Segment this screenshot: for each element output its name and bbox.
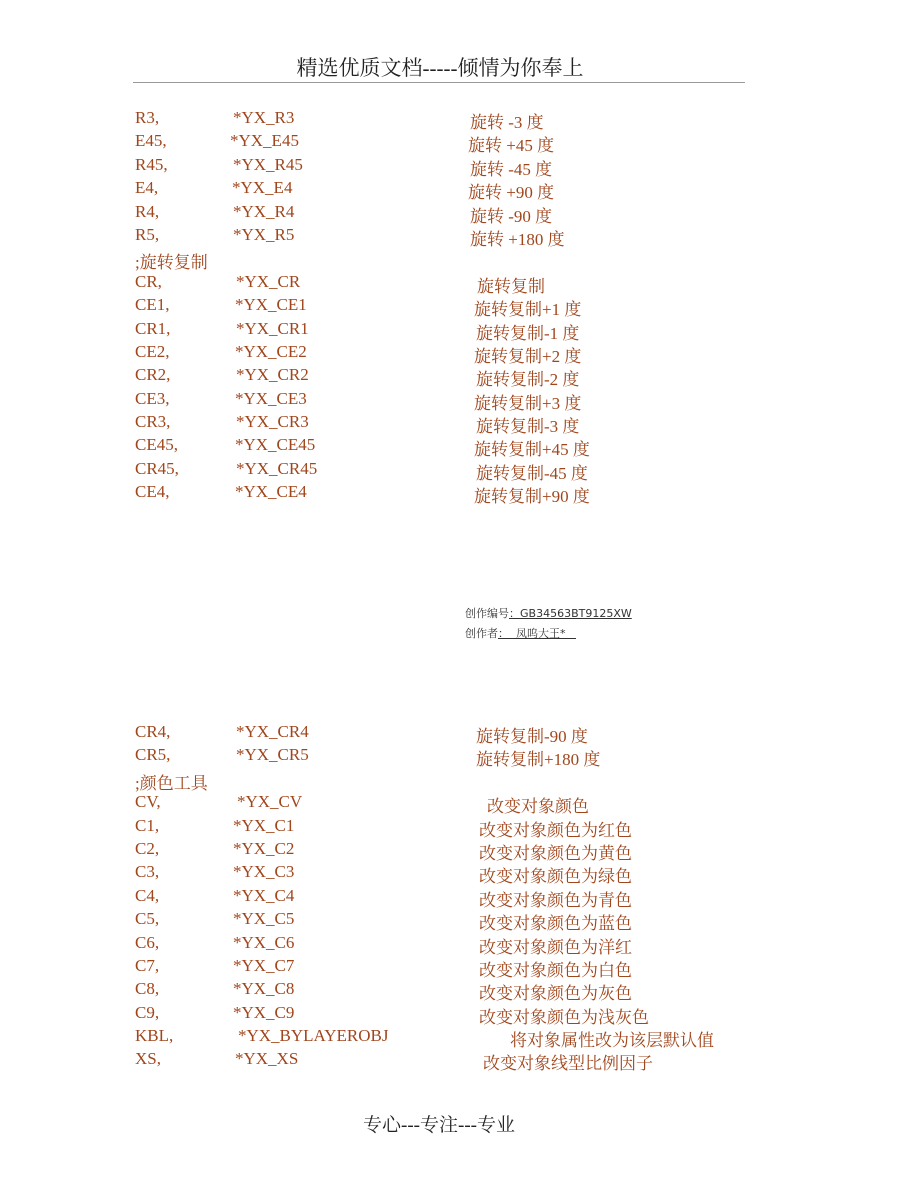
command-list-rotate <box>135 108 775 506</box>
command-alias: C7, <box>135 955 160 975</box>
command-description: 旋转 -45 度 <box>470 159 553 179</box>
command-name: *YX_E4 <box>232 178 293 198</box>
command-alias: C4, <box>135 885 160 905</box>
list-item <box>135 722 775 745</box>
command-name: *YX_CR4 <box>236 722 309 741</box>
command-name: *YX_C9 <box>233 1002 295 1022</box>
list-item <box>135 745 775 768</box>
command-alias: C1, <box>135 815 160 835</box>
creation-code-line <box>465 605 632 621</box>
list-item <box>135 909 775 932</box>
command-name: *YX_XS <box>235 1049 299 1069</box>
list-item <box>135 792 775 815</box>
command-description: 旋转复制+2 度 <box>474 346 582 366</box>
command-alias: KBL, <box>135 1026 174 1046</box>
command-name: *YX_CE1 <box>235 295 307 315</box>
command-alias: C3, <box>135 862 160 882</box>
command-alias: C6, <box>135 932 160 952</box>
list-item <box>135 1026 775 1049</box>
command-alias: CR, <box>135 271 162 291</box>
command-name: *YX_C1 <box>233 815 295 835</box>
command-name: *YX_R4 <box>233 201 295 221</box>
command-name: *YX_CR <box>236 271 301 291</box>
command-alias: CE2, <box>135 341 170 361</box>
command-name: *YX_CR5 <box>236 745 309 765</box>
list-item <box>135 295 775 318</box>
command-name: *YX_CR3 <box>236 412 309 432</box>
list-item <box>135 459 775 482</box>
command-description: 改变对象颜色为洋红 <box>479 937 632 957</box>
command-name: *YX_C7 <box>233 955 295 975</box>
command-alias: CV, <box>135 792 161 812</box>
command-name: *YX_C3 <box>233 862 295 882</box>
page-footer: 专心---专注---专业 <box>363 1115 515 1136</box>
command-name: *YX_CR45 <box>236 458 318 478</box>
command-name: *YX_C6 <box>233 932 295 952</box>
command-alias: C5, <box>135 909 160 929</box>
page-header-title: 精选优质文档-----倾情为你奉上 <box>296 56 584 80</box>
command-description: 旋转 +90 度 <box>468 183 555 203</box>
command-name: *YX_C8 <box>233 979 295 999</box>
command-description: 旋转复制+90 度 <box>474 487 590 507</box>
command-description: 旋转 -90 度 <box>470 206 553 226</box>
command-alias: CE3, <box>135 388 170 408</box>
command-name: *YX_R45 <box>233 154 303 174</box>
command-description: 旋转复制-90 度 <box>476 727 588 746</box>
list-item <box>135 1003 775 1026</box>
command-description: 将对象属性改为该层默认值 <box>510 1031 714 1051</box>
command-name: *YX_C2 <box>233 838 295 858</box>
list-item <box>135 933 775 956</box>
command-alias: R5, <box>135 224 160 244</box>
command-description: 旋转复制-1 度 <box>476 323 580 343</box>
section-label: ;颜色工具 <box>135 773 208 793</box>
list-item <box>135 155 775 178</box>
list-item <box>135 365 775 388</box>
command-description: 旋转复制+1 度 <box>474 300 582 320</box>
command-description: 旋转复制+180 度 <box>476 750 601 770</box>
command-description: 改变对象颜色 <box>487 797 589 817</box>
author-label: 创作者 <box>465 627 498 640</box>
command-name: *YX_CE4 <box>235 482 307 502</box>
command-alias: C9, <box>135 1002 160 1022</box>
command-alias: CE4, <box>135 482 170 502</box>
command-name: *YX_CR1 <box>236 318 309 338</box>
command-description: 旋转 +180 度 <box>470 229 565 249</box>
command-alias: CR2, <box>135 365 171 385</box>
command-name: *YX_BYLAYEROBJ <box>238 1026 389 1046</box>
command-description: 旋转复制+45 度 <box>474 440 590 460</box>
command-alias: C8, <box>135 979 160 999</box>
command-description: 旋转复制-45 度 <box>476 463 588 483</box>
list-item <box>135 862 775 885</box>
command-name: *YX_C5 <box>233 909 295 929</box>
command-name: *YX_R3 <box>233 108 295 127</box>
command-alias: CR4, <box>135 722 171 741</box>
command-alias: CR5, <box>135 745 171 765</box>
creation-code-value: ：GB34563BT9125XW <box>509 607 632 620</box>
command-alias: CR3, <box>135 412 171 432</box>
command-name: *YX_C4 <box>233 885 295 905</box>
command-alias: E45, <box>135 131 167 151</box>
command-description: 改变对象颜色为灰色 <box>479 984 632 1004</box>
section-label: ;旋转复制 <box>135 253 208 273</box>
list-item <box>135 202 775 225</box>
command-name: *YX_CE3 <box>235 388 307 408</box>
header-divider <box>133 82 745 83</box>
command-alias: E4, <box>135 178 159 198</box>
list-item <box>135 956 775 979</box>
command-name: *YX_R5 <box>233 224 295 244</box>
command-description: 改变对象颜色为浅灰色 <box>479 1007 649 1027</box>
list-item <box>135 1049 775 1072</box>
command-list-color <box>135 722 775 1073</box>
author-value: ： 凤呜大王* <box>498 627 576 640</box>
command-name: *YX_CE2 <box>235 341 307 361</box>
command-name: *YX_E45 <box>230 131 299 151</box>
list-item <box>135 225 775 248</box>
command-alias: R45, <box>135 154 168 174</box>
list-item <box>135 389 775 412</box>
list-item <box>135 319 775 342</box>
command-alias: R3, <box>135 108 160 127</box>
list-item <box>135 435 775 458</box>
command-description: 改变对象颜色为青色 <box>479 890 632 910</box>
list-item <box>135 886 775 909</box>
list-item <box>135 412 775 435</box>
command-description: 旋转 -3 度 <box>470 113 544 132</box>
author-line <box>465 625 576 641</box>
list-item <box>135 178 775 201</box>
command-name: *YX_CV <box>237 792 303 812</box>
command-name: *YX_CR2 <box>236 365 309 385</box>
command-description: 旋转复制 <box>477 276 545 296</box>
command-description: 改变对象颜色为蓝色 <box>479 914 632 934</box>
section-heading-rotate-copy <box>135 248 775 271</box>
command-description: 旋转复制-2 度 <box>476 370 580 390</box>
list-item <box>135 272 775 295</box>
command-description: 改变对象颜色为白色 <box>479 960 632 980</box>
command-description: 旋转复制-3 度 <box>476 417 580 437</box>
command-alias: CR1, <box>135 318 171 338</box>
command-alias: CE45, <box>135 435 178 455</box>
command-alias: CR45, <box>135 458 179 478</box>
list-item <box>135 839 775 862</box>
command-alias: C2, <box>135 838 160 858</box>
list-item <box>135 979 775 1002</box>
list-item <box>135 342 775 365</box>
command-description: 改变对象颜色为黄色 <box>479 843 632 863</box>
list-item <box>135 816 775 839</box>
list-item <box>135 131 775 154</box>
command-alias: XS, <box>135 1049 161 1069</box>
command-name: *YX_CE45 <box>235 435 316 455</box>
creation-code-label: 创作编号 <box>465 607 509 620</box>
command-description: 改变对象颜色为绿色 <box>479 867 632 887</box>
command-description: 改变对象线型比例因子 <box>483 1054 653 1074</box>
section-heading-color-tools <box>135 769 775 792</box>
list-item <box>135 108 775 131</box>
list-item <box>135 482 775 505</box>
command-description: 改变对象颜色为红色 <box>479 820 632 840</box>
command-description: 旋转复制+3 度 <box>474 393 582 413</box>
command-description: 旋转 +45 度 <box>468 136 555 156</box>
command-alias: CE1, <box>135 295 170 315</box>
command-alias: R4, <box>135 201 160 221</box>
